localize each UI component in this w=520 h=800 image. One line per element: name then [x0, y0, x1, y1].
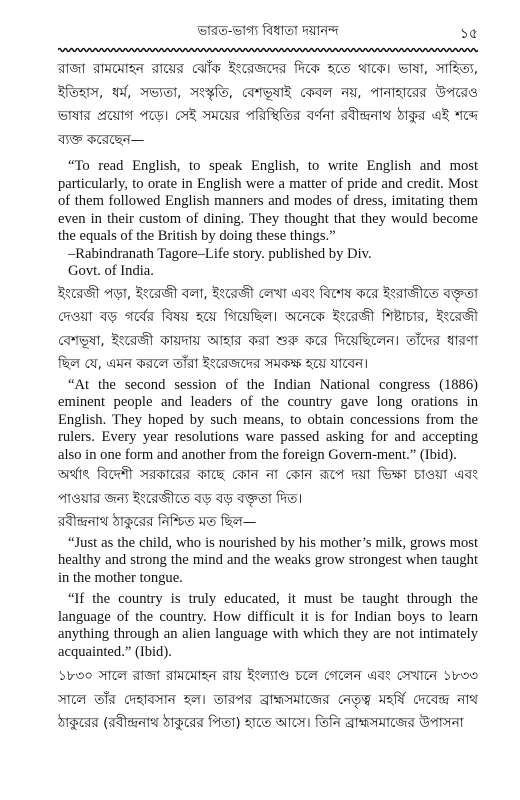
quote-source-line-2: Govt. of India. [68, 263, 154, 279]
page-header [58, 20, 478, 44]
bengali-paragraph-history: ১৮৩০ সালে রাজা রামমোহন রায় ইংল্যাণ্ড চলে গেলেন এবং সেখানে ১৮৩৩ সালে তাঁর দেহাবসান হল। তারপর ব্রাহ্মসমাজের নেতৃত্ব মহর্ষি দেবেন্দ্র নাথ ঠাকুরের (রবীন্দ্রনাথ ঠাকুরের পিতা) হাতে আসে। তিনি ব্রাহ্মসমাজের উপাসনা [58, 668, 478, 731]
bengali-paragraph-tagore-view: রবীন্দ্রনাথ ঠাকুরের নিশ্চিত মত ছিল— [58, 514, 257, 530]
english-quote-mother-tongue: “Just as the child, who is nourished by his mother’s milk, grows most healthy and strong the mind and the weaks grow strongest when taught in the mother tongue. [58, 534, 478, 586]
english-quote-congress: “At the second session of the Indian National congress (1886) eminent people and leaders of the country gave long orations in English. They hoped by such means, to obtain concessions from the rulers. Every year resolutions ware passed asking for and accepting also in one form and another from the foreign Govern-ment.” (Ibid). [58, 376, 478, 463]
wavy-header-rule [58, 46, 478, 54]
english-quote-education: “If the country is truly educated, it must be taught through the language of the country. How difficult it is for Indian boys to learn anything through an alien language with which they are not intimately acquainted.” (Ibid). [58, 591, 478, 660]
bengali-paragraph-intro: রাজা রামমোহন রায়ের ঝোঁক ইংরেজদের দিকে হতে থাকে। ভাষা, সাহিত্য, ইতিহাস, ধর্ম, সভ্যতা, সংস্কৃতি, বেশভূষাই কেবল নয়, পানাহারের উপরেও ভাষার প্রয়োগ পড়ে। সেই সময়ের পরিস্থিতির বর্ণনা রবীন্দ্রনাথ ঠাকুর এই শব্দে ব্যক্ত করেছেন— [58, 61, 478, 148]
running-title: ভারত-ভাগ্য বিধাতা দয়ানন্দ [197, 24, 339, 39]
bengali-paragraph-translation: ইংরেজী পড়া, ইংরেজী বলা, ইংরেজী লেখা এবং বিশেষ করে ইংরাজীতে বক্তৃতা দেওয়া বড় গর্বের বিষয় হয়ে গিয়েছিল। অনেকে ইংরেজী শিষ্টাচার, ইংরেজী বেশভূষা, ইংরেজী কায়দায় আহার করা শুরু করে দিয়েছিলেন। তাঁদের ধারণা ছিল যে, এমন করলে তাঁরা ইংরেজদের সমকক্ষ হয়ে যাবেন। [58, 285, 478, 372]
page-body [58, 58, 478, 736]
quote-source-line-1: –Rabindranath Tagore–Life story. published by Div. [68, 245, 372, 262]
english-quote-tagore: “To read English, to speak English, to write English and most particularly, to orate in English were a matter of pride and credit. Most of them followed English manners and modes of dress, imitating them even in their custom of dining. They thought that they would become the equals of the British by doing these things.” [58, 158, 478, 244]
page-number: ১৫ [459, 26, 478, 42]
bengali-paragraph-meaning: অর্থাৎ বিদেশী সরকারের কাছে কোন না কোন রূপে দয়া ভিক্ষা চাওয়া এবং পাওয়ার জন্য ইংরেজীতে বড় বড় বক্তৃতা দিত। [58, 467, 478, 507]
